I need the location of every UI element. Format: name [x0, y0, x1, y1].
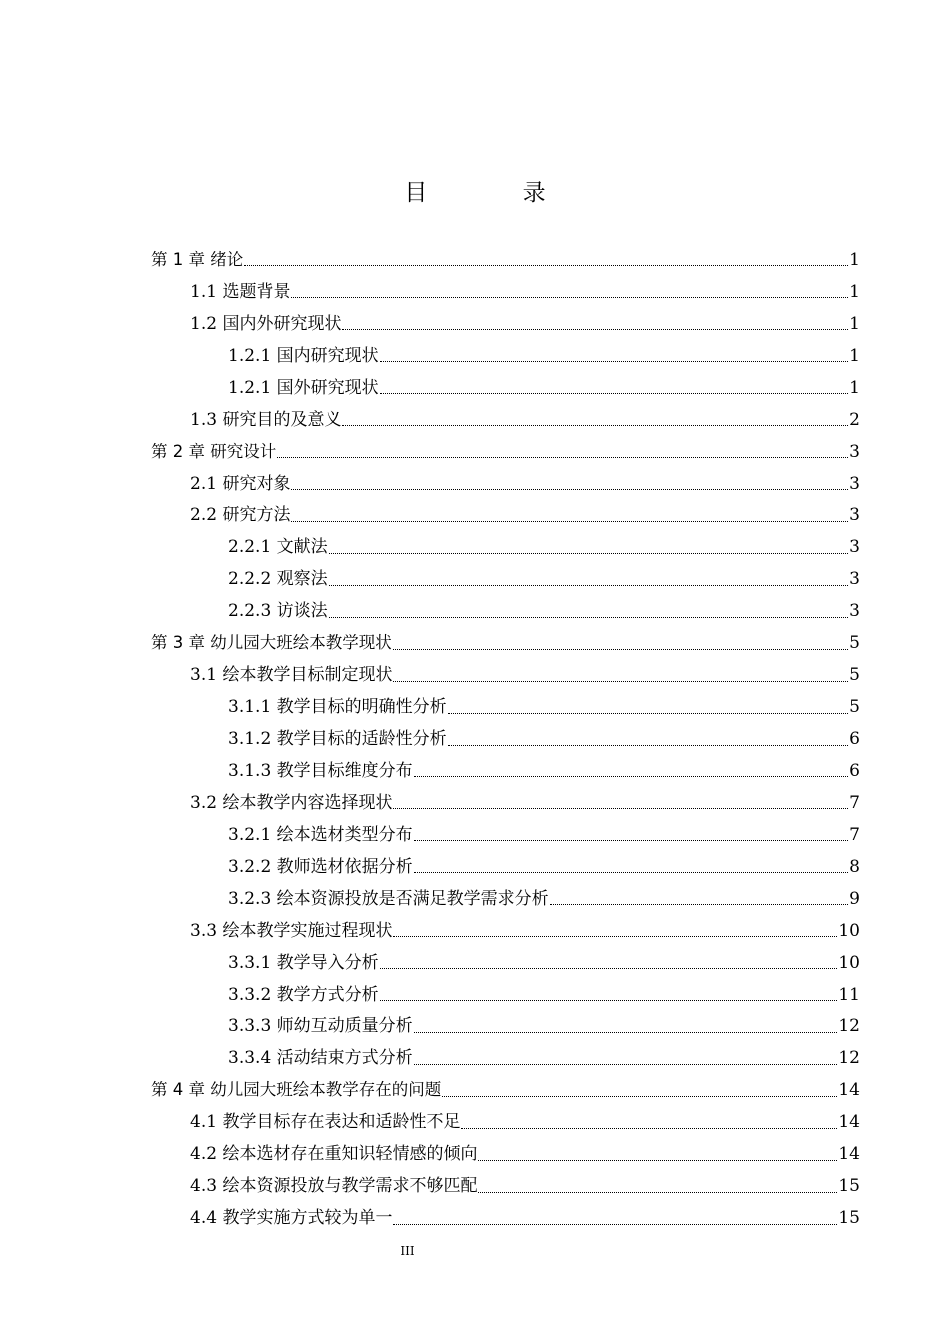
toc-chapter-entry[interactable]	[0, 627, 860, 659]
toc-entry-page: 11	[838, 984, 860, 1005]
toc-section-entry[interactable]	[0, 1170, 860, 1202]
toc-dot-leader	[277, 457, 848, 458]
toc-section-entry[interactable]	[0, 372, 860, 404]
toc-dot-leader	[414, 1064, 838, 1065]
toc-entry-title: 4.4 教学实施方式较为单一	[190, 1208, 393, 1229]
toc-dot-leader	[291, 521, 848, 522]
toc-section-entry[interactable]	[0, 1011, 860, 1043]
toc-dot-leader	[342, 425, 848, 426]
toc-entry-page: 7	[849, 824, 860, 845]
toc-entry-title: 1.1 选题背景	[190, 281, 291, 302]
toc-entry-title: 3.1.2 教学目标的适龄性分析	[228, 729, 447, 750]
toc-entry-page: 1	[849, 377, 860, 398]
toc-entry-title: 4.3 绘本资源投放与教学需求不够匹配	[190, 1176, 478, 1197]
toc-dot-leader	[393, 1224, 837, 1225]
toc-entry-title: 3.3.2 教学方式分析	[228, 984, 379, 1005]
toc-entry-title: 4.2 绘本选材存在重知识轻情感的倾向	[190, 1144, 478, 1165]
toc-entry-page: 14	[838, 1080, 860, 1101]
toc-entry-page: 14	[838, 1144, 860, 1165]
toc-entry-title: 第 3 章 幼儿园大班绘本教学现状	[151, 633, 392, 653]
toc-entry-page: 2	[849, 409, 860, 430]
toc-entry-page: 3	[849, 473, 860, 494]
toc-entry-title: 3.2.2 教师选材依据分析	[228, 856, 413, 877]
toc-section-entry[interactable]	[0, 915, 860, 947]
toc-section-entry[interactable]	[0, 787, 860, 819]
toc-section-entry[interactable]	[0, 947, 860, 979]
toc-entry-title: 1.3 研究目的及意义	[190, 409, 342, 430]
toc-section-entry[interactable]	[0, 468, 860, 500]
toc-entry-title: 1.2.1 国外研究现状	[228, 377, 379, 398]
toc-dot-leader	[550, 904, 849, 905]
toc-dot-leader	[448, 713, 849, 714]
toc-entry-title: 2.2 研究方法	[190, 505, 291, 526]
toc-entry-title: 3.2.3 绘本资源投放是否满足教学需求分析	[228, 888, 549, 909]
toc-chapter-entry[interactable]	[0, 1074, 860, 1106]
toc-entry-page: 14	[838, 1112, 860, 1133]
toc-entry-page: 3	[849, 441, 860, 462]
toc-entry-page: 6	[849, 729, 860, 750]
toc-entry-page: 1	[849, 313, 860, 334]
toc-section-entry[interactable]	[0, 595, 860, 627]
toc-entry-title: 3.3.1 教学导入分析	[228, 952, 379, 973]
toc-entry-title: 3.2.1 绘本选材类型分布	[228, 824, 413, 845]
toc-entry-page: 5	[849, 665, 860, 686]
toc-dot-leader	[478, 1192, 837, 1193]
toc-section-entry[interactable]	[0, 404, 860, 436]
toc-entry-title: 2.1 研究对象	[190, 473, 291, 494]
toc-entry-page: 9	[849, 888, 860, 909]
table-of-contents	[0, 244, 950, 1234]
toc-entry-page: 12	[838, 1048, 860, 1069]
page-number: III	[400, 1244, 415, 1258]
toc-dot-leader	[329, 585, 849, 586]
toc-dot-leader	[478, 1160, 837, 1161]
toc-dot-leader	[380, 393, 849, 394]
toc-dot-leader	[461, 1128, 837, 1129]
toc-dot-leader	[329, 617, 849, 618]
toc-entry-title: 3.3 绘本教学实施过程现状	[190, 920, 393, 941]
toc-section-entry[interactable]	[0, 883, 860, 915]
toc-section-entry[interactable]	[0, 1042, 860, 1074]
toc-entry-page: 5	[849, 697, 860, 718]
toc-entry-page: 15	[838, 1208, 860, 1229]
toc-section-entry[interactable]	[0, 500, 860, 532]
toc-entry-title: 3.1.3 教学目标维度分布	[228, 760, 413, 781]
toc-entry-page: 8	[849, 856, 860, 877]
toc-entry-page: 3	[849, 569, 860, 590]
toc-section-entry[interactable]	[0, 691, 860, 723]
toc-dot-leader	[380, 1000, 838, 1001]
toc-section-entry[interactable]	[0, 276, 860, 308]
toc-section-entry[interactable]	[0, 851, 860, 883]
toc-section-entry[interactable]	[0, 755, 860, 787]
toc-entry-title: 4.1 教学目标存在表达和适龄性不足	[190, 1112, 461, 1133]
toc-entry-page: 3	[849, 537, 860, 558]
toc-dot-leader	[329, 553, 849, 554]
toc-section-entry[interactable]	[0, 308, 860, 340]
toc-entry-page: 1	[849, 281, 860, 302]
toc-dot-leader	[380, 968, 838, 969]
toc-entry-page: 1	[849, 249, 860, 270]
toc-entry-page: 6	[849, 760, 860, 781]
toc-chapter-entry[interactable]	[0, 244, 860, 276]
toc-dot-leader	[291, 297, 848, 298]
toc-entry-page: 12	[838, 1016, 860, 1037]
toc-dot-leader	[393, 649, 848, 650]
toc-dot-leader	[380, 361, 849, 362]
toc-dot-leader	[414, 776, 849, 777]
toc-entry-page: 10	[838, 952, 860, 973]
toc-entry-title: 2.2.2 观察法	[228, 569, 328, 590]
toc-dot-leader	[393, 936, 837, 937]
toc-dot-leader	[244, 265, 848, 266]
toc-section-entry[interactable]	[0, 819, 860, 851]
toc-dot-leader	[414, 1032, 838, 1033]
toc-entry-title: 3.3.4 活动结束方式分析	[228, 1048, 413, 1069]
toc-dot-leader	[448, 745, 849, 746]
toc-section-entry[interactable]	[0, 531, 860, 563]
toc-section-entry[interactable]	[0, 563, 860, 595]
toc-entry-title: 3.1 绘本教学目标制定现状	[190, 665, 393, 686]
toc-dot-leader	[442, 1096, 837, 1097]
toc-entry-page: 3	[849, 505, 860, 526]
toc-entry-page: 10	[838, 920, 860, 941]
toc-entry-title: 3.2 绘本教学内容选择现状	[190, 792, 393, 813]
toc-section-entry[interactable]	[0, 1106, 860, 1138]
toc-dot-leader	[393, 808, 848, 809]
toc-dot-leader	[414, 872, 849, 873]
toc-entry-title: 第 1 章 绪论	[151, 249, 244, 269]
toc-entry-page: 1	[849, 345, 860, 366]
toc-dot-leader	[414, 840, 849, 841]
toc-section-entry[interactable]	[0, 1202, 860, 1234]
toc-dot-leader	[342, 329, 848, 330]
toc-dot-leader	[393, 681, 848, 682]
toc-section-entry[interactable]	[0, 723, 860, 755]
toc-entry-title: 1.2.1 国内研究现状	[228, 345, 379, 366]
toc-entry-page: 7	[849, 792, 860, 813]
toc-entry-title: 1.2 国内外研究现状	[190, 313, 342, 334]
toc-entry-page: 3	[849, 601, 860, 622]
toc-section-entry[interactable]	[0, 979, 860, 1011]
toc-section-entry[interactable]	[0, 340, 860, 372]
toc-entry-title: 第 2 章 研究设计	[151, 441, 277, 461]
toc-entry-page: 15	[838, 1176, 860, 1197]
toc-section-entry[interactable]	[0, 1138, 860, 1170]
toc-dot-leader	[291, 489, 848, 490]
toc-entry-page: 5	[849, 633, 860, 654]
toc-entry-title: 3.1.1 教学目标的明确性分析	[228, 697, 447, 718]
toc-entry-title: 2.2.3 访谈法	[228, 601, 328, 622]
toc-entry-title: 第 4 章 幼儿园大班绘本教学存在的问题	[151, 1080, 442, 1100]
toc-entry-title: 2.2.1 文献法	[228, 537, 328, 558]
toc-chapter-entry[interactable]	[0, 436, 860, 468]
toc-section-entry[interactable]	[0, 659, 860, 691]
page-title: 目 录	[404, 180, 590, 206]
toc-entry-title: 3.3.3 师幼互动质量分析	[228, 1016, 413, 1037]
